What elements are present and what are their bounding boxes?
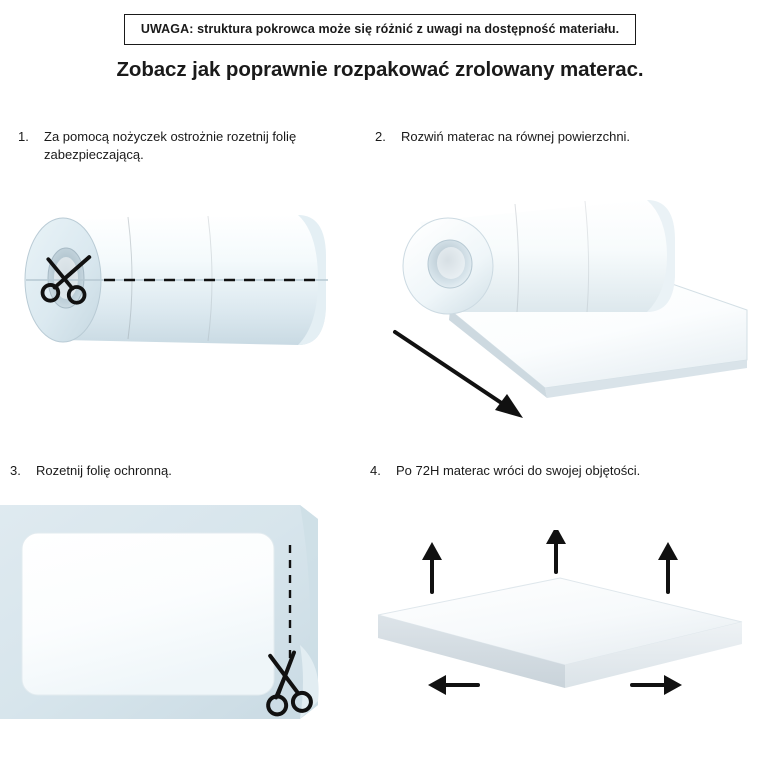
page-title: Zobacz jak poprawnie rozpakować zrolowany materac. [116,58,644,81]
arrow-icon-up-center [546,530,566,572]
rolled-mattress-svg [8,185,338,385]
step-3-number: 3. [10,463,21,478]
step-2-head [375,128,630,146]
step-1-head [18,128,334,163]
notice-banner-wrap [0,14,760,45]
mattress-flat [22,533,274,695]
step-1-text: Za pomocą nożyczek ostrożnie rozetnij folię zabezpieczającą. [44,129,297,162]
step-1 [18,128,334,163]
step-4-number: 4. [370,463,381,478]
step-3-text: Rozetnij folię ochronną. [36,463,172,478]
mattress-expanding-svg [360,530,750,730]
step-1-number: 1. [18,129,29,144]
step-3 [10,462,172,480]
arrow-icon-right [632,675,682,695]
step-2-text: Rozwiń materac na równej powierzchni. [401,129,631,144]
unrolling-mattress-svg [355,160,755,430]
mattress-roll [403,200,675,314]
step-3-illustration [0,505,340,760]
step-4-illustration [360,530,750,730]
flat-mattress-foil-svg [0,505,340,760]
arrow-icon-left [428,675,478,695]
step-3-head [10,462,172,480]
arrow-icon-up-left [422,542,442,592]
step-2 [375,128,630,146]
step-2-number: 2. [375,129,386,144]
step-4-text: Po 72H materac wróci do swojej objętości. [396,463,641,478]
mattress-slab [378,578,742,688]
step-1-illustration [8,185,338,385]
arrow-icon-up-right [658,542,678,592]
step-4-head [370,462,640,480]
step-4 [370,462,640,480]
notice-banner: UWAGA: struktura pokrowca może się różnić z uwagi na dostępność materiału. [124,14,636,45]
step-2-illustration [355,160,755,430]
